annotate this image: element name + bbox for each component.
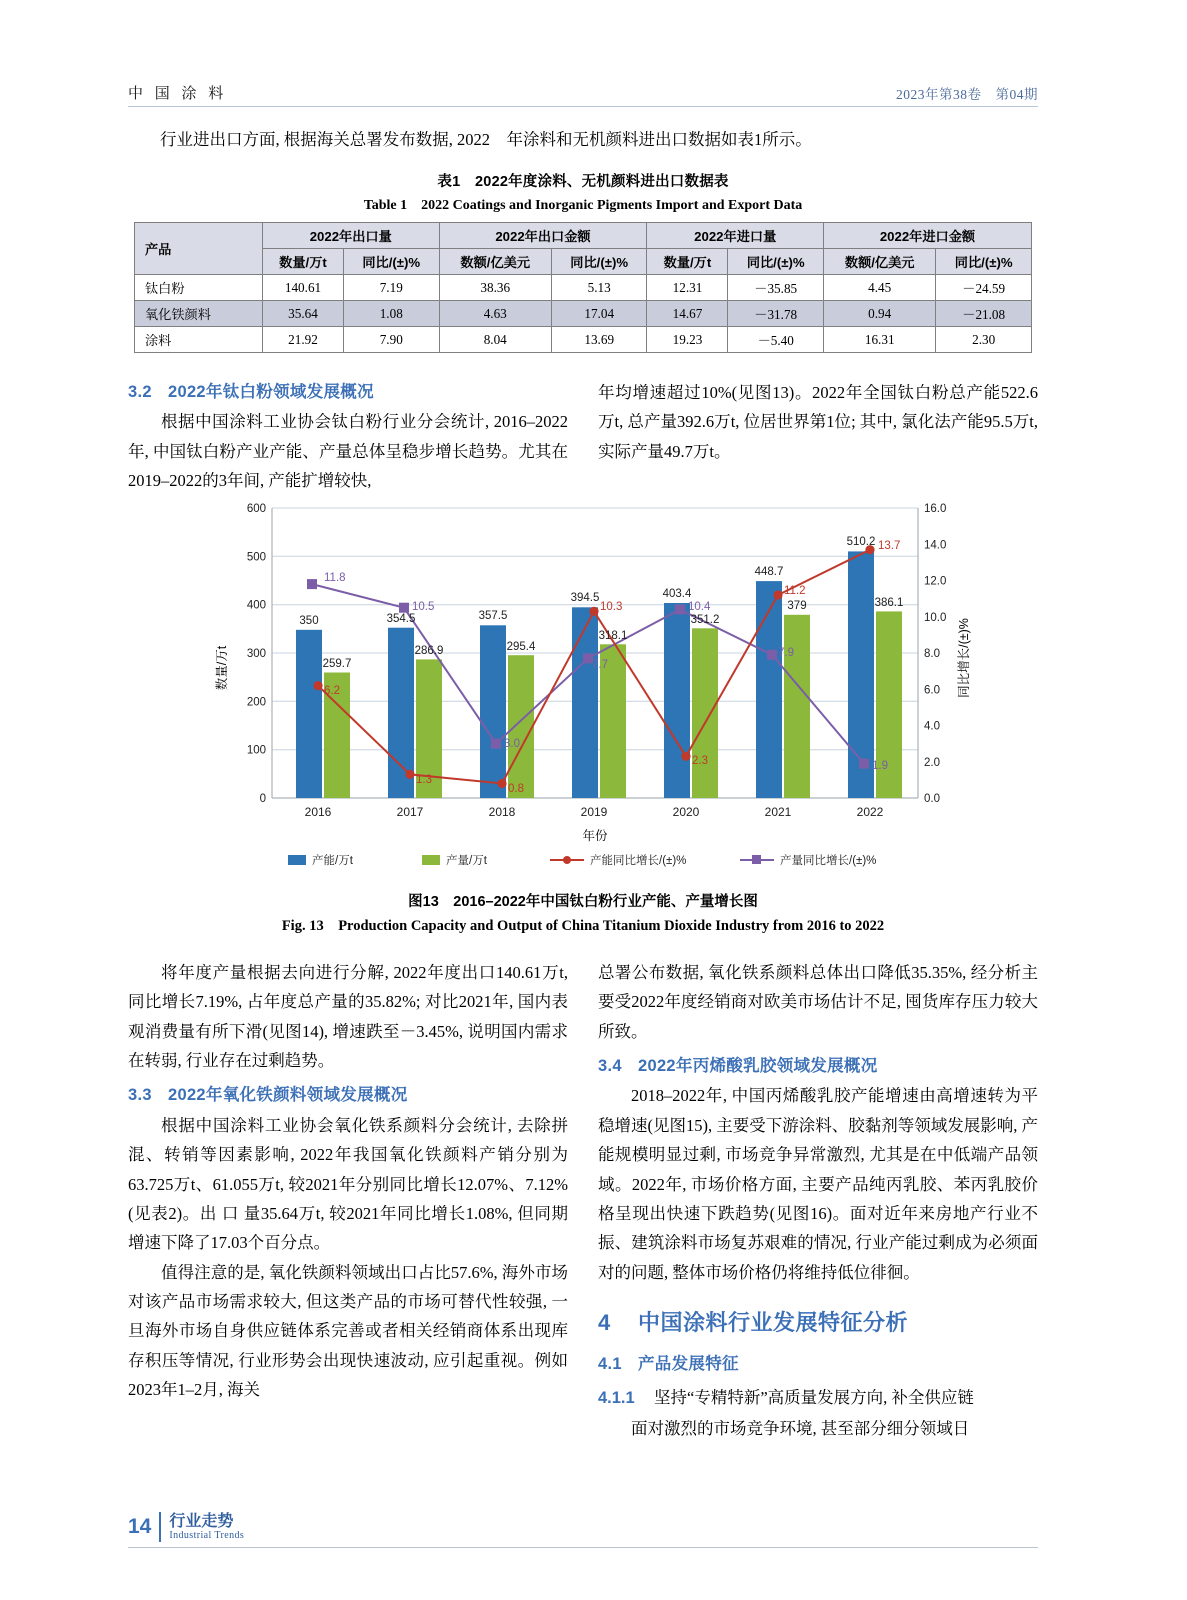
legend-label-capacity-growth: 产能同比增长/(±)%: [590, 855, 687, 867]
table-subheader: 数量/万t: [263, 249, 344, 275]
svg-text:100: 100: [246, 744, 266, 757]
svg-text:448.7: 448.7: [754, 566, 784, 578]
heading-4-1-title: 产品发展特征: [638, 1355, 739, 1374]
svg-text:354.5: 354.5: [386, 613, 416, 625]
table-cell: 35.64: [263, 301, 344, 327]
heading-4-1: [598, 1350, 1038, 1379]
svg-text:300: 300: [246, 648, 266, 660]
table-cell: －24.59: [936, 275, 1032, 301]
svg-text:2018: 2018: [488, 805, 516, 819]
paragraph-4-1-1: 面对激烈的市场竞争环境, 甚至部分细分领域日: [631, 1418, 970, 1438]
svg-text:13.7: 13.7: [878, 540, 901, 552]
table-subheader: 数额/亿美元: [823, 249, 935, 275]
figure-13-chart: [200, 498, 990, 868]
svg-text:8.0: 8.0: [924, 648, 940, 660]
svg-text:394.5: 394.5: [570, 592, 600, 604]
table-cell: 4.63: [439, 301, 551, 327]
x-axis-ticks: [305, 805, 884, 819]
table-group-header: 2022年出口量: [263, 223, 440, 249]
svg-text:11.2: 11.2: [784, 585, 806, 597]
svg-text:510.2: 510.2: [846, 536, 876, 548]
svg-text:2022: 2022: [856, 805, 884, 819]
svg-text:0: 0: [259, 793, 266, 805]
table-group-header: 2022年出口金额: [439, 223, 647, 249]
intro-text: 行业进出口方面, 根据海关总署发布数据, 2022 年涂料和无机颜料进出口数据如表1所示。: [160, 130, 812, 149]
table-caption-en: Table 1 2022 Coatings and Inorganic Pigments Import and Export Data: [363, 198, 803, 213]
intro-paragraph: [128, 126, 1038, 155]
svg-text:379: 379: [787, 600, 807, 612]
table-cell: 8.04: [439, 327, 551, 353]
svg-text:2021: 2021: [764, 805, 792, 819]
svg-text:16.0: 16.0: [924, 503, 947, 515]
figure-13-caption: [128, 890, 1038, 935]
figure-caption-cn: 图13 2016–2022年中国钛白粉行业产能、产量增长图: [408, 894, 758, 910]
table-subheader: 同比/(±)%: [343, 249, 439, 275]
table-cell: 7.90: [343, 327, 439, 353]
table-cell: 19.23: [647, 327, 728, 353]
heading-4-1-1: [598, 1383, 1038, 1413]
y-axis-ticks: [247, 503, 266, 805]
footer-accent-bar: [159, 1512, 161, 1542]
section-3-2-right: [598, 378, 1038, 466]
y2-axis-title: 同比增长/(±)%: [957, 618, 971, 698]
table-cell: －31.78: [728, 301, 824, 327]
table-subheader: 数额/亿美元: [439, 249, 551, 275]
table-cell: 13.69: [551, 327, 647, 353]
table-cell: 7.19: [343, 275, 439, 301]
heading-3-4-title: 2022年丙烯酸乳胶领域发展概况: [638, 1057, 878, 1076]
table-cell: 14.67: [647, 301, 728, 327]
y2-axis-ticks: [924, 503, 946, 805]
svg-text:500: 500: [246, 551, 266, 564]
heading-4-1-1-title: 坚持“专精特新”高质量发展方向, 补全供应链: [654, 1388, 974, 1408]
chart-svg: [200, 498, 990, 868]
legend-label-output-growth: 产量同比增长/(±)%: [780, 855, 877, 867]
table-cell: 38.36: [439, 275, 551, 301]
paragraph-3-2-1-cont: 年均增速超过10%(见图13)。2022年全国钛白粉总产能522.6万t, 总产量392.6万t, 位居世界第1位; 其中, 氯化法产能95.5万t, 实际产量49.7万t。: [598, 383, 1038, 461]
table-cell: －35.85: [728, 275, 824, 301]
heading-3-3-title: 2022年氧化铁颜料领域发展概况: [168, 1086, 408, 1105]
svg-text:295.4: 295.4: [506, 641, 536, 653]
page-footer: [128, 1512, 528, 1542]
table-row: [135, 301, 1032, 327]
svg-text:4.0: 4.0: [924, 720, 940, 733]
table-cell: 2.30: [936, 327, 1032, 353]
svg-text:2020: 2020: [672, 805, 700, 819]
paragraph-3-3-2: 值得注意的是, 氧化铁颜料领域出口占比57.6%, 海外市场对该产品市场需求较大, 但这类产品的市场可替代性较强, 一旦海外市场自身供应链体系完善或者相关经销商体系出现库存积压等情况, 行业形势会出现快速波动, 应引起重视。例如2023年1–2月, 海关: [128, 1262, 568, 1400]
figure-caption-en: Fig. 13 Production Capacity and Output of China Titanium Dioxide Industry from 2016 to 2022: [281, 918, 885, 934]
table-cell: 1.08: [343, 301, 439, 327]
header-divider: [128, 106, 1038, 107]
svg-text:10.0: 10.0: [924, 611, 947, 624]
table-row-label: 涂料: [135, 327, 263, 353]
heading-4-number: 4: [598, 1309, 611, 1335]
lower-left-column: [128, 958, 568, 1404]
svg-text:2.3: 2.3: [692, 755, 708, 767]
footer-section-cn: 行业走势: [169, 1512, 234, 1530]
x-axis-title: 年份: [582, 829, 608, 843]
legend-label-output: 产量/万t: [446, 855, 487, 867]
svg-text:6.0: 6.0: [924, 684, 940, 697]
table-subheader: 数量/万t: [647, 249, 728, 275]
page-number: 14: [128, 1515, 152, 1538]
svg-text:10.4: 10.4: [688, 601, 711, 613]
svg-text:351.2: 351.2: [690, 614, 720, 626]
svg-text:400: 400: [246, 599, 266, 612]
svg-text:6.2: 6.2: [324, 685, 340, 697]
heading-4-1-1-number: 4.1.1: [598, 1389, 635, 1408]
svg-text:0.0: 0.0: [924, 793, 940, 805]
heading-3-3: [128, 1081, 568, 1110]
svg-text:2.0: 2.0: [924, 756, 940, 769]
journal-name: 中 国 涂 料: [128, 86, 228, 102]
table-group-header: 2022年进口量: [647, 223, 824, 249]
table-row: [135, 327, 1032, 353]
heading-3-2: [128, 378, 568, 407]
chart-legend: [288, 853, 876, 867]
paragraph-3-3-1: 根据中国涂料工业协会氧化铁系颜料分会统计, 去除拼混、转销等因素影响, 2022年我国氧化铁颜料产销分别为63.725万t、61.055万t, 较2021年分别同比增长12.07%、7.12%(见表2)。出 口 量35.64万t, 较2021年同比增长1.08%, 但同期增速下降了17.03个百分点。: [128, 1115, 568, 1253]
paragraph-3-4-1: 2018–2022年, 中国丙烯酸乳胶产能增速由高增速转为平稳增速(见图15), 主要受下游涂料、胶黏剂等领域发展影响, 产能规模明显过剩, 市场竞争异常激烈, 尤其是在中低端产品领域。2022年, 市场价格方面, 主要产品纯丙乳胶、苯丙乳胶价格呈现出快速下跌趋势(见图16)。面对近年来房地产行业不振、建筑涂料市场复苏艰难的情况, 行业产能过剩成为必须面对的问题, 整体市场价格仍将维持低位徘徊。: [598, 1086, 1038, 1282]
table-row-label: 氧化铁颜料: [135, 301, 263, 327]
svg-text:10.5: 10.5: [412, 601, 435, 613]
svg-text:0.8: 0.8: [508, 783, 524, 795]
heading-4: [598, 1303, 1038, 1342]
table-row: [135, 275, 1032, 301]
footer-divider: [128, 1547, 1038, 1548]
table-cell: 12.31: [647, 275, 728, 301]
table-subheader: 同比/(±)%: [936, 249, 1032, 275]
svg-text:7.7: 7.7: [592, 659, 608, 671]
section-3-2-left: [128, 378, 568, 495]
table-row-label: 钛白粉: [135, 275, 263, 301]
svg-text:259.7: 259.7: [322, 658, 352, 670]
paragraph-3-3-2-cont: 总署公布数据, 氧化铁系颜料总体出口降低35.35%, 经分析主要受2022年度经销商对欧美市场估计不足, 囤货库存压力较大所致。: [598, 963, 1038, 1041]
svg-text:2019: 2019: [580, 805, 608, 819]
svg-text:386.1: 386.1: [874, 597, 904, 609]
heading-3-4: [598, 1052, 1038, 1081]
table-group-header: 2022年进口金额: [823, 223, 1031, 249]
page-header: [128, 82, 1038, 103]
table-caption-cn: 表1 2022年度涂料、无机颜料进出口数据表: [437, 174, 729, 190]
heading-3-3-number: 3.3: [128, 1086, 152, 1105]
issue-info: 2023年第38卷 第04期: [896, 87, 1038, 102]
table-cell: 140.61: [263, 275, 344, 301]
table-subheader: 同比/(±)%: [728, 249, 824, 275]
paragraph-3-2-1: 根据中国涂料工业协会钛白粉行业分会统计, 2016–2022年, 中国钛白粉产业产能、产量总体呈稳步增长趋势。尤其在2019–2022的3年间, 产能扩增较快,: [128, 412, 568, 491]
svg-text:1.9: 1.9: [872, 760, 888, 772]
heading-3-2-title: 2022年钛白粉领域发展概况: [168, 383, 374, 401]
paragraph-3-3-pre: 将年度产量根据去向进行分解, 2022年度出口140.61万t, 同比增长7.19%, 占年度总产量的35.82%; 对比2021年, 国内表观消费量有所下滑(见图14), 增速跌至－3.45%, 说明国内需求在转弱, 行业存在过剩趋势。: [128, 963, 568, 1071]
svg-text:286.9: 286.9: [414, 645, 444, 657]
footer-section: [169, 1513, 244, 1542]
heading-4-1-number: 4.1: [598, 1355, 622, 1374]
table-cell: －21.08: [936, 301, 1032, 327]
svg-text:2016: 2016: [304, 805, 332, 819]
svg-text:200: 200: [246, 696, 266, 709]
legend-label-capacity: 产能/万t: [312, 855, 353, 867]
heading-3-4-number: 3.4: [598, 1057, 622, 1076]
table-cell: 21.92: [263, 327, 344, 353]
svg-text:14.0: 14.0: [924, 539, 947, 552]
svg-text:318.1: 318.1: [598, 630, 628, 642]
table-caption: [128, 170, 1038, 214]
y-axis-title: 数量/万t: [215, 645, 229, 691]
svg-text:350: 350: [299, 615, 319, 627]
lower-right-column: [598, 958, 1038, 1443]
svg-text:600: 600: [246, 503, 266, 515]
footer-section-en: Industrial Trends: [169, 1530, 245, 1542]
table-cell: 16.31: [823, 327, 935, 353]
heading-3-2-number: 3.2: [128, 383, 152, 401]
table-cell: －5.40: [728, 327, 824, 353]
table-cell: 5.13: [551, 275, 647, 301]
svg-text:357.5: 357.5: [478, 610, 508, 622]
svg-text:10.3: 10.3: [600, 601, 623, 613]
svg-text:3.0: 3.0: [504, 738, 520, 750]
svg-text:403.4: 403.4: [662, 588, 692, 600]
svg-text:12.0: 12.0: [924, 575, 947, 588]
table-subheader: 同比/(±)%: [551, 249, 647, 275]
svg-text:2017: 2017: [396, 805, 424, 819]
table-cell: 4.45: [823, 275, 935, 301]
svg-text:7.9: 7.9: [778, 647, 794, 659]
table-cell: 0.94: [823, 301, 935, 327]
svg-text:1.3: 1.3: [416, 774, 432, 786]
heading-4-title: 中国涂料行业发展特征分析: [638, 1309, 909, 1335]
table-cell: 17.04: [551, 301, 647, 327]
import-export-table: [134, 222, 1032, 353]
table-corner-header: 产品: [135, 223, 263, 275]
svg-text:11.8: 11.8: [324, 572, 346, 584]
